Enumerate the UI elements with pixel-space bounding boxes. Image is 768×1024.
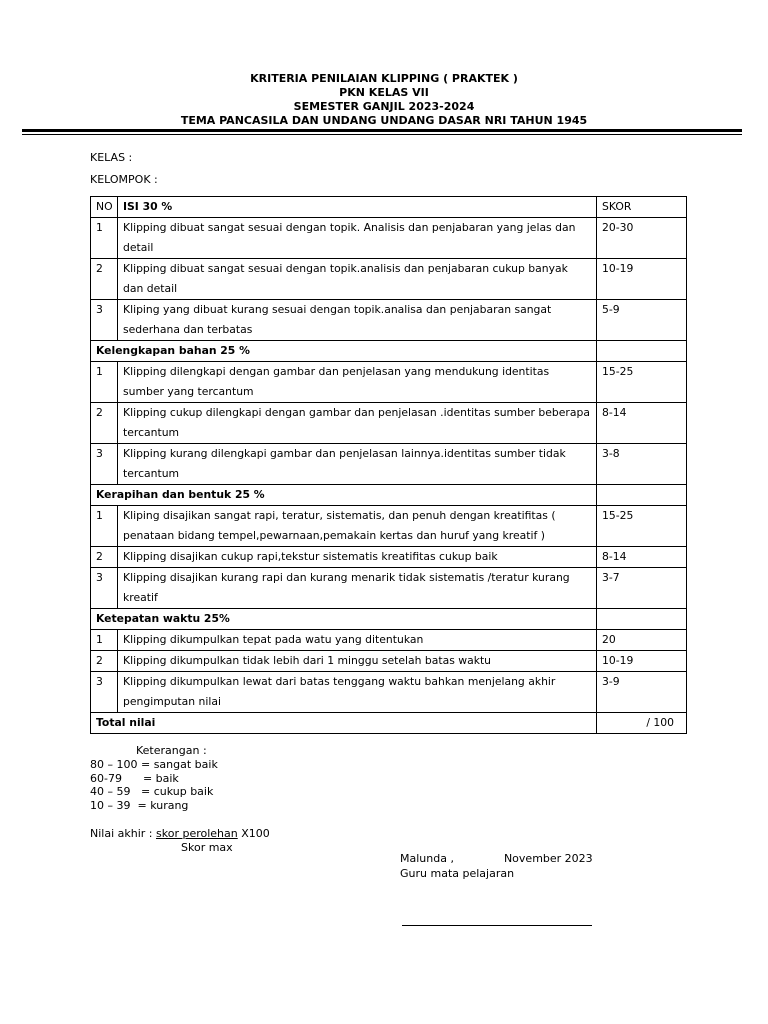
table-row <box>91 547 687 568</box>
row-score: 8-14 <box>597 403 687 444</box>
row-number: 2 <box>91 403 118 444</box>
row-score: 3-7 <box>597 568 687 609</box>
signature-date: November 2023 <box>503 852 593 865</box>
row-score: 8-14 <box>597 547 687 568</box>
teacher-role: Guru mata pelajaran <box>400 867 515 880</box>
signature-line <box>402 925 592 926</box>
row-criterion: Klipping kurang dilengkapi gambar dan penjelasan lainnya.identitas sumber tidak tercantum <box>118 444 597 485</box>
table-row <box>91 651 687 672</box>
row-number: 2 <box>91 547 118 568</box>
legend-item: 60-79 = baik <box>90 771 179 785</box>
row-number: 1 <box>91 630 118 651</box>
row-criterion: Kliping disajikan sangat rapi, teratur, sistematis, dan penuh dengan kreatifitas ( penataan bidang tempel,pewarnaan,pemakain kertas dan huruf yang kreatif ) <box>118 506 597 547</box>
formula-numerator: skor perolehan <box>156 827 238 840</box>
section-title-kelengkapan: Kelengkapan bahan 25 % <box>91 341 597 362</box>
legend-item: 10 – 39 = kurang <box>90 798 189 812</box>
row-number: 3 <box>91 672 118 713</box>
final-score-formula <box>90 827 270 841</box>
table-row <box>91 300 687 341</box>
total-label: Total nilai <box>91 713 597 734</box>
row-score: 15-25 <box>597 362 687 403</box>
row-criterion: Klipping dikumpulkan tepat pada watu yang ditentukan <box>118 630 597 651</box>
row-criterion: Kliping yang dibuat kurang sesuai dengan topik.analisa dan penjabaran sangat sederhana dan terbatas <box>118 300 597 341</box>
section-header-row <box>91 341 687 362</box>
place-date-line <box>400 852 593 866</box>
row-number: 1 <box>91 506 118 547</box>
legend-item: 80 – 100 = sangat baik <box>90 758 218 771</box>
header-divider-thin <box>22 134 742 135</box>
row-number: 1 <box>91 218 118 259</box>
row-number: 2 <box>91 259 118 300</box>
row-criterion: Klipping dilengkapi dengan gambar dan penjelasan yang mendukung identitas sumber yang tercantum <box>118 362 597 403</box>
header-skor: SKOR <box>597 197 687 218</box>
table-row <box>91 362 687 403</box>
legend-item: 40 – 59 = cukup baik <box>90 785 214 798</box>
document-subtitle-theme: TEMA PANCASILA DAN UNDANG UNDANG DASAR NRI TAHUN 1945 <box>180 114 588 127</box>
document-subtitle-semester: SEMESTER GANJIL 2023-2024 <box>293 100 475 113</box>
document-title: KRITERIA PENILAIAN KLIPPING ( PRAKTEK ) <box>250 72 518 85</box>
row-criterion: Klipping dibuat sangat sesuai dengan topik. Analisis dan penjabaran yang jelas dan detail <box>118 218 597 259</box>
row-criterion: Klipping dibuat sangat sesuai dengan topik.analisis dan penjabaran cukup banyak dan detail <box>118 259 597 300</box>
kelompok-field-label: KELOMPOK : <box>90 173 158 186</box>
row-criterion: Klipping disajikan kurang rapi dan kurang menarik tidak sistematis /teratur kurang kreatif <box>118 568 597 609</box>
table-row <box>91 630 687 651</box>
section-score-empty <box>597 609 687 630</box>
formula-prefix: Nilai akhir : <box>90 827 156 840</box>
table-row <box>91 403 687 444</box>
kelas-field-label: KELAS : <box>90 151 133 164</box>
formula-denominator: Skor max <box>181 841 233 854</box>
total-value: / 100 <box>597 713 687 734</box>
row-score: 10-19 <box>597 259 687 300</box>
legend-title: Keterangan : <box>136 744 207 757</box>
row-number: 1 <box>91 362 118 403</box>
table-row <box>91 506 687 547</box>
table-row <box>91 259 687 300</box>
row-score: 15-25 <box>597 506 687 547</box>
row-score: 20-30 <box>597 218 687 259</box>
row-score: 10-19 <box>597 651 687 672</box>
row-number: 3 <box>91 568 118 609</box>
criteria-table <box>90 196 687 734</box>
table-row <box>91 444 687 485</box>
header-isi: ISI 30 % <box>118 197 597 218</box>
row-criterion: Klipping cukup dilengkapi dengan gambar dan penjelasan .identitas sumber beberapa tercantum <box>118 403 597 444</box>
grade-legend <box>90 758 218 812</box>
row-criterion: Klipping dikumpulkan tidak lebih dari 1 minggu setelah batas waktu <box>118 651 597 672</box>
row-score: 3-8 <box>597 444 687 485</box>
row-criterion: Klipping dikumpulkan lewat dari batas tenggang waktu bahkan menjelang akhir pengimputan nilai <box>118 672 597 713</box>
row-criterion: Klipping disajikan cukup rapi,tekstur sistematis kreatifitas cukup baik <box>118 547 597 568</box>
section-score-empty <box>597 485 687 506</box>
row-number: 3 <box>91 444 118 485</box>
header-divider-thick <box>22 129 742 132</box>
row-number: 3 <box>91 300 118 341</box>
row-number: 2 <box>91 651 118 672</box>
formula-multiplier: X100 <box>237 827 270 840</box>
table-row <box>91 568 687 609</box>
row-score: 3-9 <box>597 672 687 713</box>
header-no: NO <box>91 197 118 218</box>
signature-place: Malunda , <box>400 852 454 865</box>
row-score: 5-9 <box>597 300 687 341</box>
section-header-row <box>91 609 687 630</box>
section-title-ketepatan: Ketepatan waktu 25% <box>91 609 597 630</box>
table-row <box>91 672 687 713</box>
row-score: 20 <box>597 630 687 651</box>
section-header-row <box>91 485 687 506</box>
section-title-kerapihan: Kerapihan dan bentuk 25 % <box>91 485 597 506</box>
document-subtitle-class: PKN KELAS VII <box>339 86 429 99</box>
section-score-empty <box>597 341 687 362</box>
table-row <box>91 218 687 259</box>
total-row <box>91 713 687 734</box>
table-header-row <box>91 197 687 218</box>
